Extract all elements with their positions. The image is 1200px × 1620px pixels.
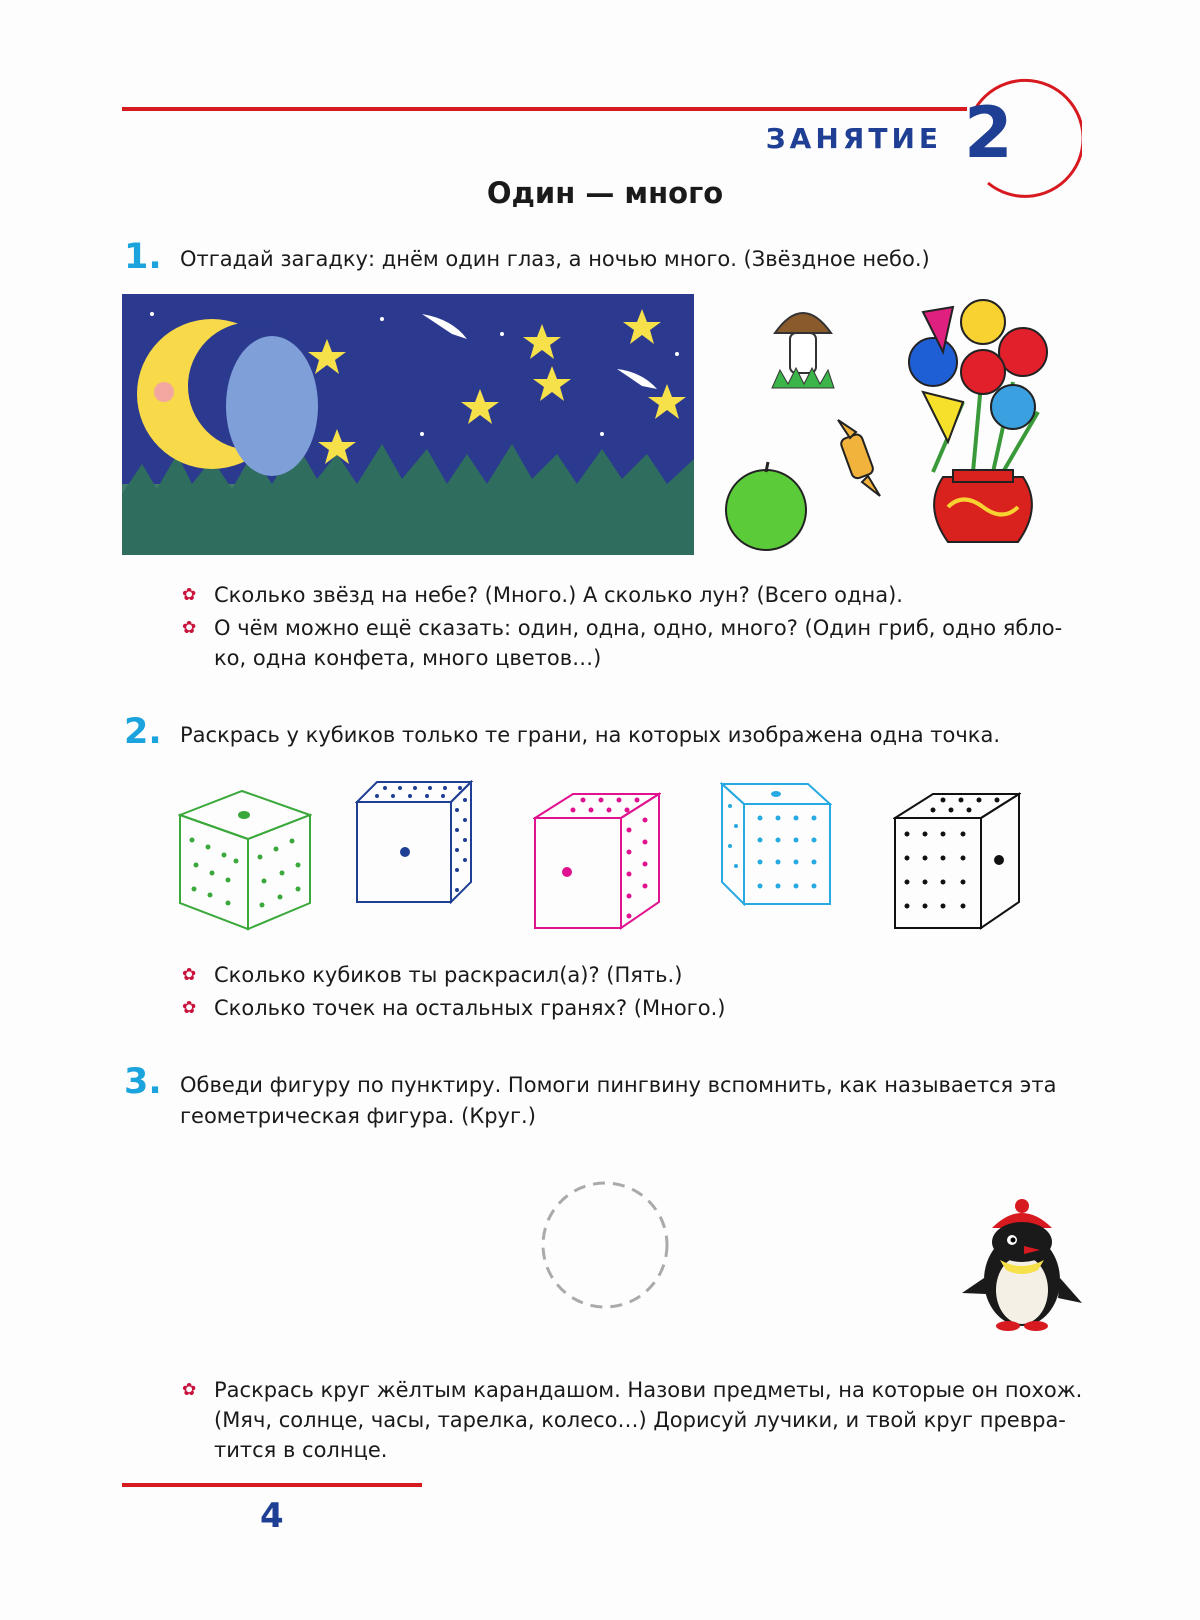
task-number-3: 3. <box>124 1062 162 1102</box>
task-text-1: Отгадай загадку: днём один глаз, а ночью много. (Звёздное небо.) <box>180 247 930 271</box>
flower-bullet-icon: ✿ <box>182 618 197 638</box>
task2-bullet-1: Сколько кубиков ты раскрасил(а)? (Пять.) <box>214 963 683 987</box>
cube-blue <box>355 780 473 904</box>
lesson-number: 2 <box>964 92 1013 174</box>
flower-bullet-icon: ✿ <box>182 585 197 605</box>
page-number: 4 <box>260 1496 284 1536</box>
task1-bullet-2b: ко, одна конфета, много цветов…) <box>214 646 602 670</box>
page-title: Один — много <box>486 176 724 210</box>
penguin-icon <box>960 1198 1084 1333</box>
flower-bullet-icon: ✿ <box>182 998 197 1018</box>
task1-bullet-2a: О чём можно ещё сказать: один, одна, одно, много? (Один гриб, одно ябло- <box>214 616 1063 640</box>
flower-bullet-icon: ✿ <box>182 1380 197 1400</box>
dashed-circle-tracing[interactable] <box>538 1178 672 1312</box>
task-text-3b: геометрическая фигура. (Круг.) <box>180 1104 536 1128</box>
task3-bullet-line2: (Мяч, солнце, часы, тарелка, колесо…) Дорисуй лучики, и твой круг превра- <box>214 1408 1066 1432</box>
candy-icon <box>828 410 888 502</box>
cube-black <box>893 790 1021 930</box>
mushroom-icon <box>770 298 836 390</box>
apple-icon <box>722 460 810 552</box>
task-text-2: Раскрась у кубиков только те грани, на которых изображена одна точка. <box>180 723 1001 747</box>
task3-bullet-line1: Раскрась круг жёлтым карандашом. Назови предметы, на которые он похож. <box>214 1378 1083 1402</box>
header-rule <box>122 107 967 111</box>
cube-magenta <box>533 790 661 930</box>
cube-cyan <box>720 782 832 906</box>
task1-bullet-1: Сколько звёзд на небе? (Много.) А сколько лун? (Всего одна). <box>214 583 903 607</box>
flower-bullet-icon: ✿ <box>182 965 197 985</box>
task-number-2: 2. <box>124 712 162 752</box>
task-text-3a: Обведи фигуру по пунктиру. Помоги пингвину вспомнить, как называется эта <box>180 1073 1057 1097</box>
night-sky-illustration <box>122 294 694 555</box>
flower-vase-icon <box>903 292 1061 554</box>
footer-rule <box>122 1483 422 1487</box>
task-number-1: 1. <box>124 237 162 277</box>
task3-bullet-line3: тится в солнце. <box>214 1438 388 1462</box>
lesson-label: ЗАНЯТИЕ <box>765 122 942 155</box>
task2-bullet-2: Сколько точек на остальных гранях? (Много.) <box>214 996 726 1020</box>
cube-green <box>178 785 312 931</box>
